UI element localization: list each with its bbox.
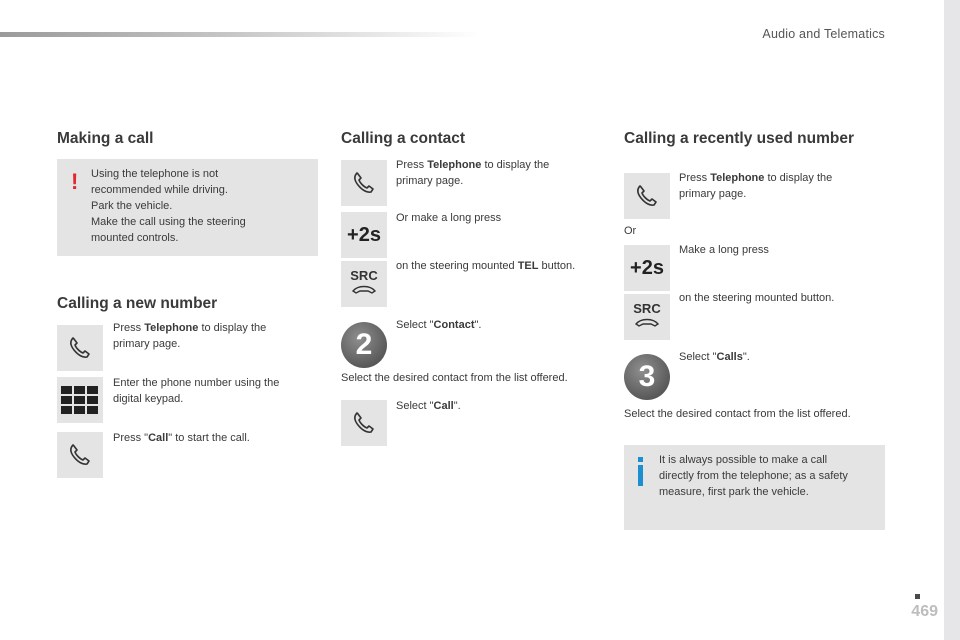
recent-long-press: Make a long press <box>679 244 769 256</box>
warning-text: Using the telephone is not recommended while driving. Park the vehicle. Make the call using the steering mounted controls. <box>91 168 246 244</box>
contact-step1: Press Telephone to display the primary page. <box>396 159 550 187</box>
phone-handset-icon <box>351 170 377 196</box>
contact-steering-text: on the steering mounted TEL button. <box>396 260 576 272</box>
new-number-title: Calling a new number <box>57 295 218 312</box>
src-button-icon: SRC <box>633 302 661 333</box>
new-number-step2: Enter the phone number using the digital keypad. <box>113 377 280 405</box>
making-call-title: Making a call <box>57 130 154 147</box>
contact-title: Calling a contact <box>341 130 466 147</box>
src-icon-box <box>624 294 670 340</box>
phone-handset-icon <box>67 335 93 361</box>
telephone-icon-box <box>624 173 670 219</box>
recent-title: Calling a recently used number <box>624 130 854 147</box>
step-number-badge: 2 <box>341 322 387 368</box>
recent-step1: Press Telephone to display the primary page. <box>679 172 833 200</box>
info-box <box>624 445 885 530</box>
call-icon-box <box>57 432 103 478</box>
contact-select-text: Select "Contact". <box>396 319 482 331</box>
warning-icon: ! <box>71 169 79 194</box>
page-marker <box>915 594 920 599</box>
contact-or-long-press: Or make a long press <box>396 212 502 224</box>
long-press-icon-box <box>341 212 387 258</box>
src-button-icon: SRC <box>350 269 378 300</box>
recent-select-text: Select "Calls". <box>679 351 750 363</box>
side-strip <box>944 0 960 640</box>
call-icon-box <box>341 400 387 446</box>
header-gradient-bar <box>0 32 480 37</box>
warning-box <box>57 159 318 256</box>
phone-handset-icon <box>351 410 377 436</box>
keypad-icon-box <box>57 377 103 423</box>
header-title: Audio and Telematics <box>762 27 885 41</box>
info-text: It is always possible to make a call directly from the telephone; as a safety measure, first park the vehicle. <box>659 454 848 498</box>
recent-steering-text: on the steering mounted button. <box>679 292 835 304</box>
long-press-icon-box <box>624 245 670 291</box>
step-number-badge: 3 <box>624 354 670 400</box>
recent-list-text: Select the desired contact from the list offered. <box>624 408 851 420</box>
long-press-2s-icon: +2s <box>630 256 664 279</box>
contact-call-text: Select "Call". <box>396 400 461 412</box>
page-number: 469 <box>911 603 938 620</box>
contact-list-text: Select the desired contact from the list offered. <box>341 372 568 384</box>
new-number-step3: Press "Call" to start the call. <box>113 432 250 444</box>
keypad-icon <box>60 385 100 415</box>
new-number-step1: Press Telephone to display the primary page. <box>113 322 267 350</box>
long-press-2s-icon: +2s <box>347 223 381 246</box>
telephone-icon-box <box>341 160 387 206</box>
telephone-icon-box <box>57 325 103 371</box>
phone-handset-icon <box>634 183 660 209</box>
phone-handset-icon <box>67 442 93 468</box>
info-icon <box>638 457 643 487</box>
recent-or: Or <box>624 225 637 237</box>
src-icon-box <box>341 261 387 307</box>
